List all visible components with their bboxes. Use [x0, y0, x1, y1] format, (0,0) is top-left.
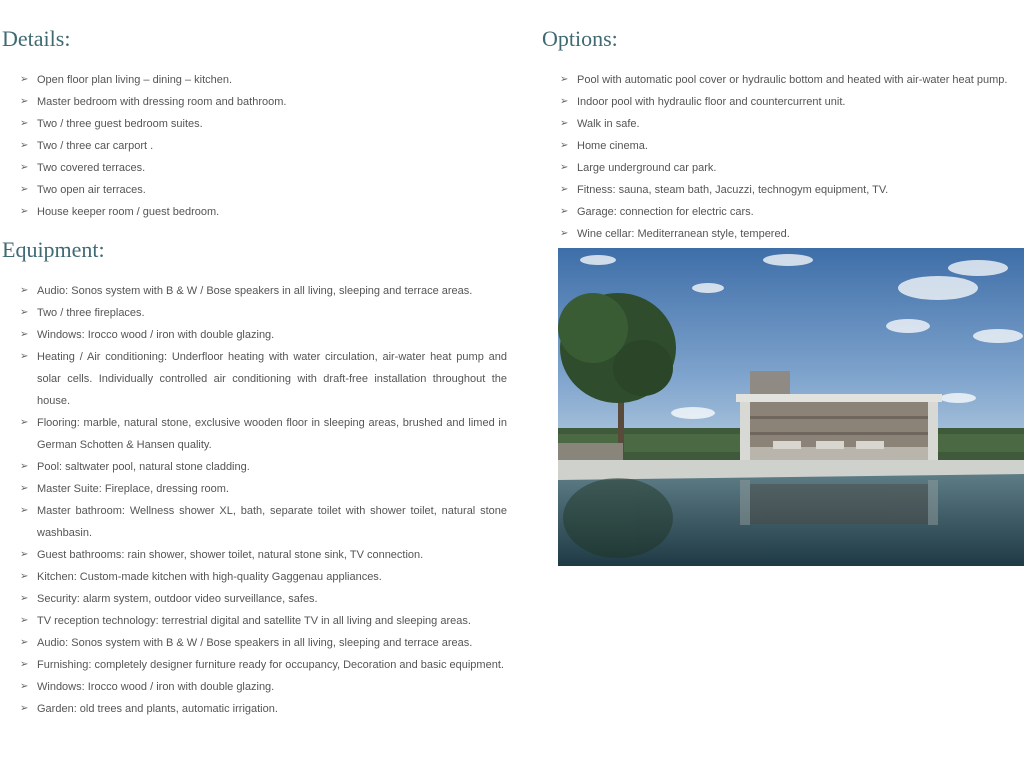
options-item-text: Walk in safe. [577, 118, 640, 130]
bullet-arrow-icon: ➢ [20, 285, 29, 296]
equipment-item-text: Master Suite: Fireplace, dressing room. [37, 483, 229, 495]
details-item-text: House keeper room / guest bedroom. [37, 206, 220, 218]
options-item [560, 223, 1024, 245]
options-item-text: Large underground car park. [577, 162, 717, 174]
equipment-item [20, 588, 507, 610]
equipment-item [20, 632, 507, 654]
bullet-arrow-icon: ➢ [20, 571, 29, 582]
equipment-item-text: Windows: Irocco wood / iron with double glazing. [37, 681, 275, 693]
bullet-arrow-icon: ➢ [560, 228, 569, 239]
details-item-text: Two / three car carport . [37, 140, 154, 152]
bullet-arrow-icon: ➢ [560, 162, 569, 173]
equipment-item-text: Two / three fireplaces. [37, 307, 145, 319]
details-item [20, 135, 520, 157]
options-item-text: Pool with automatic pool cover or hydraulic bottom and heated with air-water heat pump. [577, 74, 1008, 86]
pool-house-illustration [558, 248, 1024, 566]
bullet-arrow-icon: ➢ [560, 184, 569, 195]
bullet-arrow-icon: ➢ [20, 74, 29, 85]
bullet-arrow-icon: ➢ [20, 703, 29, 714]
equipment-item [20, 610, 507, 632]
bullet-arrow-icon: ➢ [20, 483, 29, 494]
details-list [20, 69, 520, 223]
options-list [560, 69, 1024, 245]
equipment-item-text: Windows: Irocco wood / iron with double glazing. [37, 329, 275, 341]
equipment-item [20, 324, 507, 346]
options-item [560, 157, 1024, 179]
bullet-arrow-icon: ➢ [20, 681, 29, 692]
equipment-item-text: Guest bathrooms: rain shower, shower toilet, natural stone sink, TV connection. [37, 549, 424, 561]
equipment-item [20, 280, 507, 302]
bullet-arrow-icon: ➢ [20, 351, 29, 362]
details-item [20, 157, 520, 179]
equipment-item-text: Flooring: marble, natural stone, exclusive wooden floor in sleeping areas, brushed and limed in German Schotten & Hansen quality. [37, 417, 507, 451]
equipment-item [20, 500, 507, 544]
equipment-item-text: Security: alarm system, outdoor video surveillance, safes. [37, 593, 318, 605]
bullet-arrow-icon: ➢ [560, 206, 569, 217]
bullet-arrow-icon: ➢ [20, 307, 29, 318]
equipment-item [20, 698, 507, 720]
bullet-arrow-icon: ➢ [560, 74, 569, 85]
options-item-text: Home cinema. [577, 140, 648, 152]
bullet-arrow-icon: ➢ [20, 329, 29, 340]
equipment-item [20, 654, 507, 676]
bullet-arrow-icon: ➢ [560, 140, 569, 151]
equipment-list [20, 280, 507, 720]
bullet-arrow-icon: ➢ [20, 417, 29, 428]
options-item [560, 113, 1024, 135]
details-item-text: Two open air terraces. [37, 184, 146, 196]
equipment-item [20, 478, 507, 500]
bullet-arrow-icon: ➢ [20, 461, 29, 472]
equipment-item [20, 302, 507, 324]
details-item [20, 201, 520, 223]
bullet-arrow-icon: ➢ [20, 659, 29, 670]
equipment-heading: Equipment: [2, 237, 105, 262]
bullet-arrow-icon: ➢ [20, 549, 29, 560]
details-item [20, 69, 520, 91]
equipment-item-text: Kitchen: Custom-made kitchen with high-quality Gaggenau appliances. [37, 571, 382, 583]
equipment-item-text: Garden: old trees and plants, automatic irrigation. [37, 703, 278, 715]
options-item-text: Garage: connection for electric cars. [577, 206, 754, 218]
pool-house-photo [558, 248, 1024, 566]
equipment-item-text: Audio: Sonos system with B & W / Bose speakers in all living, sleeping and terrace areas. [37, 285, 473, 297]
details-item-text: Two / three guest bedroom suites. [37, 118, 203, 130]
equipment-item-text: Audio: Sonos system with B & W / Bose speakers in all living, sleeping and terrace areas. [37, 637, 473, 649]
options-item [560, 69, 1024, 91]
bullet-arrow-icon: ➢ [20, 637, 29, 648]
bullet-arrow-icon: ➢ [20, 615, 29, 626]
equipment-item [20, 346, 507, 412]
options-item [560, 135, 1024, 157]
bullet-arrow-icon: ➢ [20, 505, 29, 516]
equipment-item [20, 544, 507, 566]
details-item-text: Two covered terraces. [37, 162, 146, 174]
details-item-text: Master bedroom with dressing room and bathroom. [37, 96, 287, 108]
bullet-arrow-icon: ➢ [20, 118, 29, 129]
bullet-arrow-icon: ➢ [20, 96, 29, 107]
details-item-text: Open floor plan living – dining – kitchen. [37, 74, 233, 86]
details-heading: Details: [2, 26, 71, 51]
equipment-item-text: Master bathroom: Wellness shower XL, bath, separate toilet with shower toilet, natural stone washbasin. [37, 505, 507, 539]
equipment-item [20, 566, 507, 588]
options-item-text: Indoor pool with hydraulic floor and countercurrent unit. [577, 96, 846, 108]
equipment-item-text: Heating / Air conditioning: Underfloor heating with water circulation, air-water heat pump and solar cells. Individually controlled air conditioning with draft-free installation throughout the house. [37, 351, 507, 407]
bullet-arrow-icon: ➢ [20, 162, 29, 173]
equipment-item-text: Pool: saltwater pool, natural stone cladding. [37, 461, 250, 473]
options-item-text: Wine cellar: Mediterranean style, tempered. [577, 228, 790, 240]
bullet-arrow-icon: ➢ [20, 206, 29, 217]
bullet-arrow-icon: ➢ [20, 184, 29, 195]
options-heading: Options: [542, 26, 618, 51]
equipment-item [20, 456, 507, 478]
equipment-item [20, 676, 507, 698]
bullet-arrow-icon: ➢ [560, 96, 569, 107]
options-item [560, 201, 1024, 223]
bullet-arrow-icon: ➢ [560, 118, 569, 129]
equipment-item-text: Furnishing: completely designer furniture ready for occupancy, Decoration and basic equipment. [37, 659, 504, 671]
details-item [20, 91, 520, 113]
options-item [560, 179, 1024, 201]
bullet-arrow-icon: ➢ [20, 593, 29, 604]
equipment-item-text: TV reception technology: terrestrial digital and satellite TV in all living and sleeping areas. [37, 615, 471, 627]
equipment-item [20, 412, 507, 456]
details-item [20, 113, 520, 135]
details-item [20, 179, 520, 201]
bullet-arrow-icon: ➢ [20, 140, 29, 151]
options-item [560, 91, 1024, 113]
options-item-text: Fitness: sauna, steam bath, Jacuzzi, technogym equipment, TV. [577, 184, 889, 196]
